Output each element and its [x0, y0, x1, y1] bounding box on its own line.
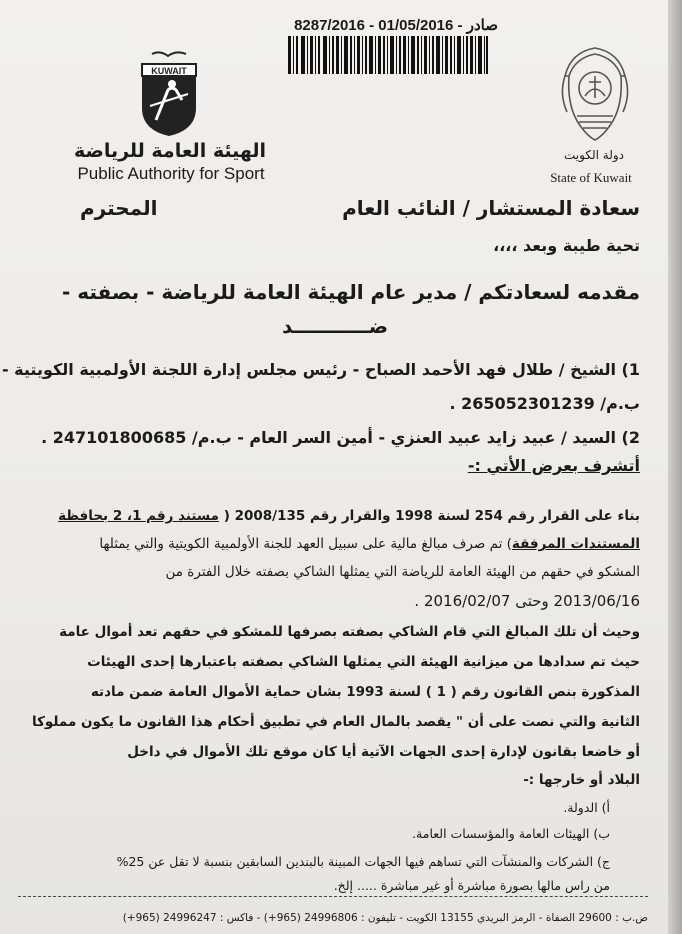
footer-divider	[18, 896, 648, 897]
state-name-english: State of Kuwait	[550, 170, 632, 185]
org-name-arabic: الهيئة العامة للرياضة	[73, 140, 267, 162]
paragraph-2-line-3: المذكورة بنص القانون رقم ( 1 ) لسنة 1993 بشان حماية الأموال العامة ضمن مادته	[90, 684, 640, 700]
state-name-arabic: دولة الكويت	[564, 148, 624, 162]
paragraph-2-line-5: أو خاضعا بقانون لإدارة إحدى الجهات الآتية أيا كان موقع تلك الأموال في داخل	[127, 744, 640, 760]
paragraph-2-line-4: الثانية والتي نصت على أن " يقصد بالمال العام في تطبيق أحكام هذا القانون ما يكون مملوكا	[32, 714, 640, 730]
paragraph-1-line-2-text: ) تم صرف مبالغ مالية على سبيل العهد للجنة الأولمبية الكويتية والتي يمثلها	[99, 536, 512, 552]
list-item-b: ب) الهيئات العامة والمؤسسات العامة.	[412, 826, 610, 841]
paragraph-1-line-2	[99, 536, 640, 552]
list-item-a: أ) الدولة.	[563, 800, 610, 815]
capacity: - بصفته -	[62, 280, 155, 304]
attached-documents: المستندات المرفقة	[511, 536, 640, 552]
paragraph-1-line-1-text: بناء على القرار رقم 254 لسنة 1998 والقرار رقم 2008/135 (	[223, 508, 640, 524]
org-name-english: Public Authority for Sport	[77, 164, 265, 183]
document-reference: مستند رقم 1، 2 بحافظة	[58, 508, 219, 524]
greeting: تحية طيبة وبعد ،،،،	[493, 236, 640, 255]
defendant-2: 2) السيد / عبيد زايد عبيد العنزي - أمين السر العام - ب.م/ 247101800685 .	[41, 428, 640, 447]
barcode	[288, 36, 488, 74]
respect-title: المحترم	[80, 196, 158, 220]
addressee: سعادة المستشار / النائب العام	[342, 196, 640, 220]
sport-authority-logo	[138, 50, 200, 138]
reference-number: 8287/2016 - 01/05/2016 - صادر	[294, 17, 498, 34]
paragraph-1-line-3: المشكو في حقهم من الهيئة العامة للرياضة التي يمثلها الشاكي بصفته خلال الفترة من	[165, 564, 640, 580]
against-heading: ضـــــــــــد	[282, 314, 389, 338]
list-item-c-line-1: ج) الشركات والمنشآت التي تساهم فيها الجهات المبينة بالبندين السابقين بنسبة لا تقل عن 25%	[116, 854, 610, 869]
logo-kuwait-text: KUWAIT	[151, 66, 187, 76]
page-edge	[668, 0, 682, 934]
defendant-1-line-2: ب.م/ 265052301239 .	[449, 394, 640, 413]
paragraph-1-line-4: 2013/06/16 وحتى 2016/02/07 .	[414, 592, 640, 610]
paragraph-2-line-1: وحيث أن تلك المبالغ التي قام الشاكي بصفته بصرفها للمشكو في حقهم تعد أموال عامة	[59, 624, 640, 640]
paragraph-1-line-1	[58, 508, 640, 524]
defendant-1-line-1: 1) الشيخ / طلال فهد الأحمد الصباح - رئيس مجلس إدارة اللجنة الأولمبية الكويتية -	[1, 360, 640, 379]
paragraph-2-line-6: البلاد أو خارجها :-	[523, 772, 640, 788]
footer-contact: ص.ب : 29600 الصفاة - الرمز البريدي 13155 الكويت - تليفون : 24996806 (965+) - فاكس : 24996247 (965+)	[122, 912, 648, 924]
paragraph-2-line-2: حيث تم سدادها من ميزانية الهيئة التي يمثلها الشاكي بصفته باعتبارها إحدى الهيئات	[87, 654, 640, 670]
list-item-c-line-2: من راس مالها بصورة مباشرة أو غير مباشرة ..... إلخ.	[333, 878, 610, 893]
submitted-by: مقدمه لسعادتكم / مدير عام الهيئة العامة للرياضة	[161, 280, 640, 304]
kuwait-emblem	[555, 42, 635, 146]
presentation-heading: أتشرف بعرض الأتي :-	[467, 456, 640, 475]
